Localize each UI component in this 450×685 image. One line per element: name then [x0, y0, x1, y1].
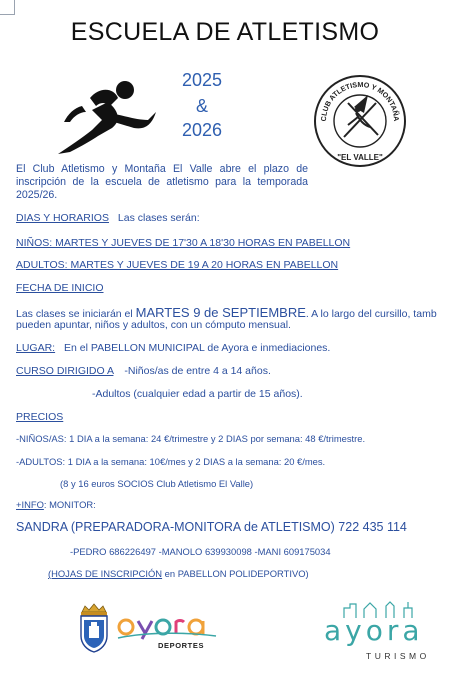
info-heading-rest: : MONITOR:: [43, 499, 96, 510]
club-logo: [312, 73, 408, 169]
start-line-1: [16, 305, 437, 320]
runner-icon: [52, 76, 164, 156]
info-heading: +INFO: [16, 499, 44, 510]
prices-ninos: -NIÑOS/AS: 1 DIA a la semana: 24 €/trimestre y 2 DIAS por semana: 48 €/trimestre.: [16, 433, 366, 444]
target-line: [16, 365, 271, 377]
schedule-heading: DIAS Y HORARIOS: [16, 212, 109, 224]
schedule-line: [16, 212, 200, 224]
target-heading: CURSO DIRIGIDO A: [16, 365, 114, 377]
coat-of-arms-icon: [76, 602, 112, 654]
start-date: MARTES 9 de SEPTIEMBRE: [135, 305, 306, 320]
schedule-ninos: NIÑOS: MARTES Y JUEVES DE 17'30 A 18'30 HORAS EN PABELLON: [16, 237, 351, 249]
club-logo-top-text: CLUB ATLETISMO Y MONTAÑA: [318, 79, 402, 122]
year-2026: 2026: [181, 120, 223, 140]
page-title: ESCUELA DE ATLETISMO: [70, 18, 380, 46]
turismo-label: TURISMO: [366, 651, 430, 661]
schedule-heading-rest: Las clases serán:: [117, 212, 200, 224]
place-line: [16, 342, 330, 354]
page-corner-marker: [0, 0, 15, 15]
info-line: [16, 499, 96, 510]
year-2025: 2025: [181, 70, 223, 90]
forms-line: [48, 568, 309, 579]
forms-heading: (HOJAS DE INSCRIPCIÓN: [48, 568, 163, 579]
monitor-line: SANDRA (PREPARADORA-MONITORA de ATLETISMO) 722 435 114: [16, 520, 407, 534]
prices-adultos: -ADULTOS: 1 DIA a la semana: 10€/mes y 2 DIAS a la semana: 20 €/mes.: [16, 456, 326, 467]
ayora-turismo-logo: [318, 600, 442, 666]
ampersand: &: [195, 96, 208, 116]
ayora-deportes-logo: [116, 612, 220, 656]
ayora-swoosh-icon: [116, 612, 220, 640]
contacts-line: -PEDRO 686226497 -MANOLO 639930098 -MANI 609175034: [70, 546, 331, 557]
ayora-wordmark: ayora: [324, 614, 424, 647]
club-logo-bottom-text: "EL VALLE": [337, 153, 383, 162]
target-kids: -Niños/as de entre 4 a 14 años.: [124, 365, 271, 377]
forms-rest: en PABELLON POLIDEPORTIVO): [162, 568, 309, 579]
start-line-1c: . A lo largo del cursillo, tamb: [305, 308, 437, 320]
start-line-1a: Las clases se iniciarán el: [16, 308, 133, 320]
prices-socios: (8 y 16 euros SOCIOS Club Atletismo El Valle): [60, 478, 254, 489]
start-heading: FECHA DE INICIO: [16, 282, 104, 294]
place-heading: LUGAR:: [16, 342, 56, 354]
prices-heading: PRECIOS: [16, 411, 64, 423]
deportes-label: DEPORTES: [158, 641, 205, 650]
intro-paragraph: El Club Atletismo y Montaña El Valle abre el plazo de inscripción de la escuela de atletismo para la temporada 2025/26.: [16, 163, 308, 201]
place-text: En el PABELLON MUNICIPAL de Ayora e inmediaciones.: [64, 342, 331, 354]
start-line-2: pueden apuntar, niños y adultos, con un cómputo mensual.: [16, 319, 291, 331]
target-adults: -Adultos (cualquier edad a partir de 15 años).: [92, 388, 303, 400]
schedule-adultos: ADULTOS: MARTES Y JUEVES DE 19 A 20 HORAS EN PABELLON: [16, 259, 339, 271]
